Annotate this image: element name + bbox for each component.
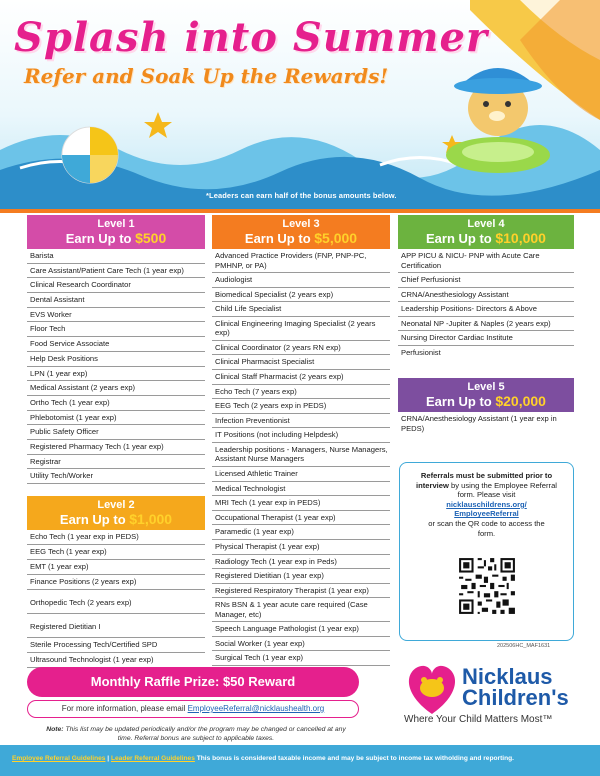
- list-item: Radiology Tech (1 year exp in Peds): [212, 555, 390, 570]
- level-5-header: Level 5 Earn Up to $20,000: [398, 378, 574, 412]
- level-3-header: Level 3 Earn Up to $5,000: [212, 215, 390, 249]
- list-item: CRNA/Anesthesiology Assistant (1 year exp in PEDS): [401, 414, 557, 433]
- list-item: Speech Language Pathologist (1 year exp): [212, 622, 390, 637]
- list-item: Perfusionist: [401, 347, 441, 357]
- level-3-amount: $5,000: [314, 230, 358, 246]
- list-item: Echo Tech (7 years exp): [212, 385, 390, 400]
- list-item: EEG Tech (2 years exp in PEDS): [212, 399, 390, 414]
- referral-info-box: [399, 462, 574, 641]
- list-item: Ortho Tech (1 year exp): [27, 396, 205, 411]
- list-item: Finance Positions (2 years exp): [27, 575, 205, 590]
- list-item: Audiologist: [212, 273, 390, 288]
- list-item: Utility Tech/Worker: [27, 469, 205, 484]
- level-1-title: Level 1: [97, 218, 135, 230]
- list-item: EVS Worker: [27, 308, 205, 323]
- level-2-list: [27, 530, 205, 668]
- list-item: Surgical Tech (1 year exp): [212, 651, 390, 666]
- level-4-list: [398, 249, 574, 361]
- list-item: Help Desk Positions: [27, 352, 205, 367]
- list-item: CRNA/Anesthesiology Assistant: [398, 288, 574, 303]
- list-item: Neonatal NP -Jupiter & Naples (2 years exp): [398, 317, 574, 332]
- list-item: EMT (1 year exp): [27, 560, 205, 575]
- qr-instructions: or scan the QR code to access the form.: [428, 518, 545, 538]
- list-item: Medical Technologist: [212, 482, 390, 497]
- list-item: Public Safety Officer: [27, 425, 205, 440]
- more-info-box: For more information, please email EmployeeReferral@nicklaushealth.org: [27, 700, 359, 718]
- list-item: Clinical Staff Pharmacist (2 years exp): [212, 370, 390, 385]
- disclaimer: Note: This list may be updated periodically and/or the program may be changed or cancelled at any time. Referral bonus are subject to applicable taxes.: [46, 726, 346, 742]
- list-item: Registered Pharmacy Tech (1 year exp): [27, 440, 205, 455]
- list-item: Medical Assistant (2 years exp): [27, 381, 205, 396]
- level-3-list: [212, 249, 390, 666]
- level-1-list: [27, 249, 205, 484]
- contact-email-link[interactable]: EmployeeReferral@nicklaushealth.org: [187, 704, 325, 713]
- level-2-header: Level 2 Earn Up to $1,000: [27, 496, 205, 530]
- list-item: Barista: [27, 249, 205, 264]
- list-item: LPN (1 year exp): [27, 367, 205, 382]
- list-item: Licensed Athletic Trainer: [212, 467, 390, 482]
- employee-guidelines-link[interactable]: Employee Referral Guidelines: [12, 755, 106, 762]
- list-item: IT Positions (not including Helpdesk): [212, 428, 390, 443]
- list-item: APP PICU & NICU- PNP with Acute Care Certification: [398, 249, 574, 273]
- referral-link-path[interactable]: EmployeeReferral: [454, 509, 519, 519]
- beach-ball-icon: [62, 127, 118, 183]
- referral-link[interactable]: nicklauschildrens.org/: [446, 499, 527, 509]
- level-1-header: Level 1 Earn Up to $500: [27, 215, 205, 249]
- list-item: Ultrasound Technologist (1 year exp): [27, 653, 205, 668]
- list-item: EEG Tech (1 year exp): [27, 545, 205, 560]
- list-item: Chief Perfusionist: [398, 273, 574, 288]
- logo-name-line1: Nicklaus: [462, 664, 553, 689]
- list-item: RNs BSN & 1 year acute care required (Case Manager, etc): [212, 598, 390, 622]
- divider: [0, 209, 600, 213]
- logo-name-line2: Children's: [462, 685, 569, 710]
- hero-banner: [0, 0, 600, 210]
- raffle-banner: Monthly Raffle Prize: $50 Reward: [27, 667, 359, 697]
- list-item: Registered Respiratory Therapist (1 year exp): [212, 584, 390, 599]
- list-item: Clinical Engineering Imaging Specialist (2 years exp): [212, 317, 390, 341]
- form-code: 202506HC_MAF1631: [497, 643, 551, 649]
- list-item: Leadership positions - Managers, Nurse Managers, Assistant Nurse Managers: [212, 443, 390, 467]
- list-item: Echo Tech (1 year exp in PEDS): [27, 530, 205, 545]
- level-4-amount: $10,000: [495, 230, 546, 246]
- list-item: Registrar: [27, 455, 205, 470]
- list-item: Child Life Specialist: [212, 302, 390, 317]
- list-item: Registered Dietitian I: [27, 614, 205, 638]
- qr-code-icon[interactable]: [457, 556, 517, 616]
- list-item: Leadership Positions- Directors & Above: [398, 302, 574, 317]
- level-2-amount: $1,000: [129, 511, 173, 527]
- referral-instructions: Referrals must be submitted prior to interview by using the Employee Referral form. Please visit: [416, 471, 557, 500]
- list-item: Advanced Practice Providers (FNP, PNP-PC, PMHNP, or PA): [212, 249, 390, 273]
- list-item: Clinical Research Coordinator: [27, 278, 205, 293]
- list-item: Physical Therapist (1 year exp): [212, 540, 390, 555]
- level-1-amount: $500: [135, 230, 167, 246]
- level-4-title: Level 4: [467, 218, 505, 230]
- level-5-list: [398, 412, 574, 435]
- level-3-title: Level 3: [282, 218, 320, 230]
- list-item: Clinical Coordinator (2 years RN exp): [212, 341, 390, 356]
- list-item: Registered Dietitian (1 year exp): [212, 569, 390, 584]
- list-item: Clinical Pharmacist Specialist: [212, 355, 390, 370]
- page-title: Splash into Summer: [14, 14, 488, 61]
- level-5-amount: $20,000: [495, 393, 546, 409]
- leaders-note: *Leaders can earn half of the bonus amounts below.: [206, 191, 397, 200]
- level-2-title: Level 2: [97, 499, 135, 511]
- list-item: Dental Assistant: [27, 293, 205, 308]
- list-item: Phlebotomist (1 year exp): [27, 411, 205, 426]
- level-4-header: Level 4 Earn Up to $10,000: [398, 215, 574, 249]
- list-item: Nursing Director Cardiac Institute: [398, 331, 574, 346]
- list-item: Social Worker (1 year exp): [212, 637, 390, 652]
- level-5-title: Level 5: [467, 381, 505, 393]
- list-item: Floor Tech: [27, 322, 205, 337]
- list-item: Care Assistant/Patient Care Tech (1 year exp): [27, 264, 205, 279]
- list-item: Sterile Processing Tech/Certified SPD: [27, 638, 205, 653]
- starfish-icon: [144, 112, 172, 138]
- list-item: Infection Preventionist: [212, 414, 390, 429]
- leader-guidelines-link[interactable]: Leader Referral Guidelines: [110, 755, 195, 762]
- tagline: Where Your Child Matters Most™: [404, 714, 553, 725]
- bear-mascot-icon: [446, 68, 550, 173]
- list-item: Food Service Associate: [27, 337, 205, 352]
- list-item: Occupational Therapist (1 year exp): [212, 511, 390, 526]
- page-subtitle: Refer and Soak Up the Rewards!: [24, 64, 389, 88]
- list-item: Biomedical Specialist (2 years exp): [212, 288, 390, 303]
- list-item: Paramedic (1 year exp): [212, 525, 390, 540]
- footer-bar: Employee Referral Guidelines | Leader Referral Guidelines This bonus is considered taxable income and may be subject to income tax witholding and reporting.: [0, 745, 600, 776]
- list-item: Orthopedic Tech (2 years exp): [27, 590, 205, 614]
- list-item: MRI Tech (1 year exp in PEDS): [212, 496, 390, 511]
